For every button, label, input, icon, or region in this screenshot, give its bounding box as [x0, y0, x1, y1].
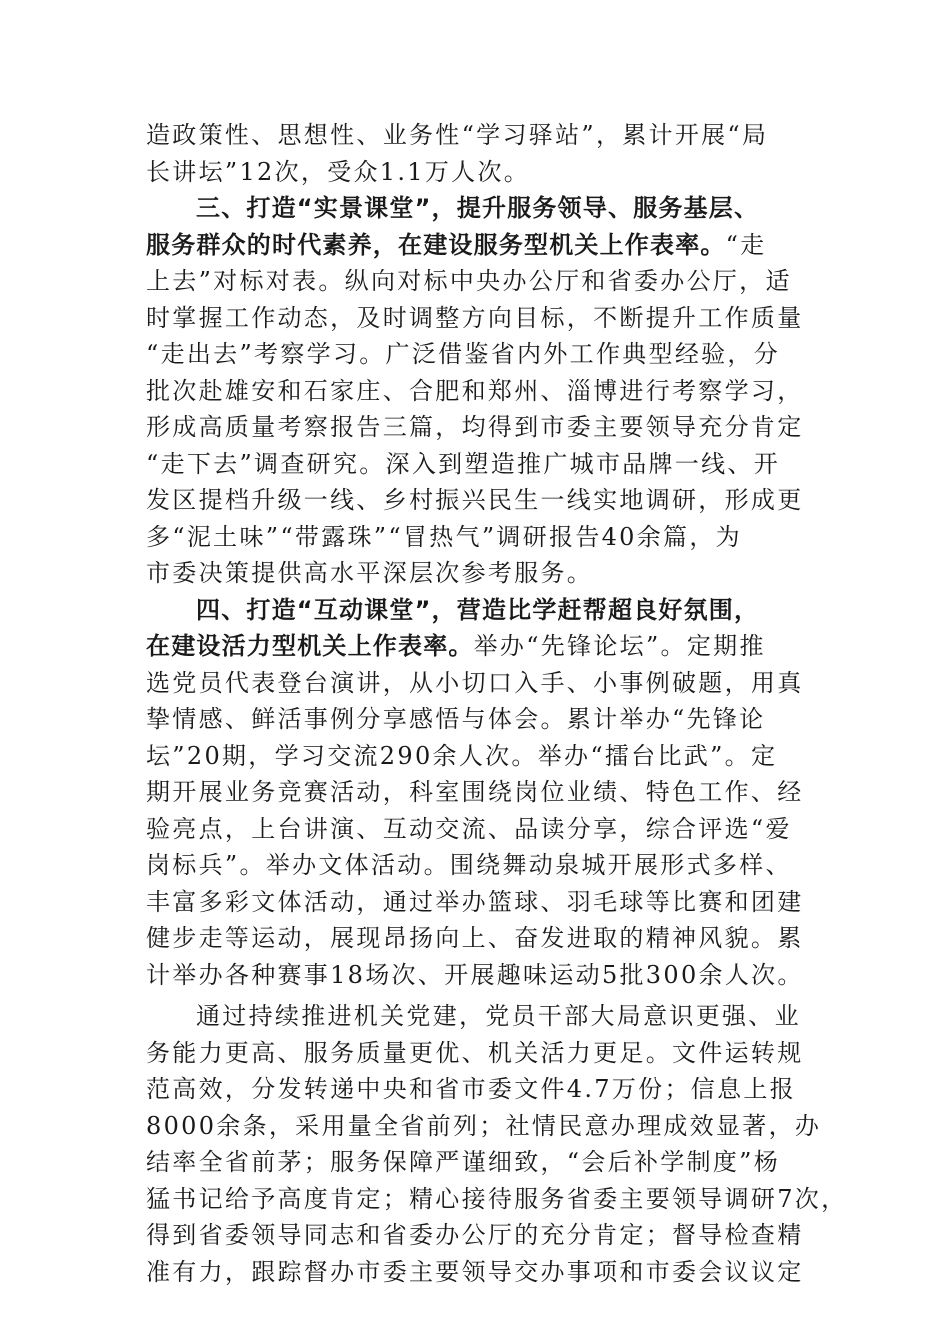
text-line: 得到省委领导同志和省委办公厅的充分肯定；督导检查精 — [146, 1221, 804, 1249]
text-line: 范高效，分发转递中央和省市委文件4.7万份；信息上报 — [146, 1075, 796, 1103]
text-line: 岗标兵”。举办文体活动。围绕舞动泉城开展形式多样、 — [146, 851, 792, 879]
text-line: 准有力，跟踪督办市委主要领导交办事项和市委会议议定 — [146, 1257, 804, 1286]
text-line: 形成高质量考察报告三篇，均得到市委主要领导充分肯定 — [146, 413, 804, 441]
section-heading — [146, 190, 810, 227]
text-line: 多“泥土味”“带露珠”“冒热气”调研报告40余篇，为 — [146, 522, 742, 551]
text-line: 务能力更高、服务质量更优、机关活力更足。文件运转规 — [146, 1038, 804, 1067]
text-line: “走下去”调查研究。深入到塑造推广城市品牌一线、开 — [146, 449, 781, 478]
text-line: 结率全省前茅；服务保障严谨细致，“会后补学制度”杨 — [146, 1148, 781, 1176]
text-line: 批次赴雄安和石家庄、合肥和郑州、淄博进行考察学习， — [146, 376, 804, 405]
body-text: 举办“先锋论坛”。定期推 — [473, 632, 766, 660]
document-body — [146, 117, 848, 1290]
heading-text: 在建设活力型机关上作表率。 — [146, 632, 474, 660]
body-text: “走 — [725, 230, 767, 259]
text-line: 期开展业务竞赛活动，科室围绕岗位业绩、特色工作、经 — [146, 778, 804, 806]
heading-text: 服务群众的时代素养，在建设服务型机关上作表率。 — [146, 230, 726, 259]
text-line: 造政策性、思想性、业务性“学习驿站”，累计开展“局 — [146, 121, 769, 149]
text-line: 坛”20期，学习交流290余人次。举办“擂台比武”。定 — [146, 741, 778, 770]
text-line: 计举办各种赛事18场次、开展趣味运动5批300余人次。 — [146, 960, 804, 989]
text-line: 时掌握工作动态，及时调整方向目标，不断提升工作质量 — [146, 303, 804, 332]
text-line: 长讲坛”12次，受众1.1万人次。 — [146, 157, 531, 186]
text-line: “走出去”考察学习。广泛借鉴省内外工作典型经验，分 — [146, 340, 781, 368]
text-line: 挚情感、鲜活事例分享感悟与体会。累计举办“先锋论 — [146, 705, 766, 733]
section-heading-continued — [146, 628, 810, 665]
heading-text: 四、打造“互动课堂”，营造比学赶帮超良好氛围， — [196, 595, 760, 624]
text-line: 8000余条，采用量全省前列；社情民意办理成效显著，办 — [146, 1111, 822, 1140]
text-line: 验亮点，上台讲演、互动交流、品读分享，综合评选“爱 — [146, 814, 792, 843]
text-line: 选党员代表登台演讲，从小切口入手、小事例破题，用真 — [146, 668, 804, 697]
section-heading-continued — [146, 227, 810, 264]
text-line: 发区提档升级一线、乡村振兴民生一线实地调研，形成更 — [146, 486, 804, 514]
heading-text: 三、打造“实景课堂”，提升服务领导、服务基层、 — [196, 194, 760, 222]
text-line: 猛书记给予高度肯定；精心接待服务省委主要领导调研7次， — [146, 1184, 848, 1213]
text-line: 市委决策提供高水平深层次参考服务。 — [146, 559, 594, 587]
text-line: 健步走等运动，展现昂扬向上、奋发进取的精神风貌。累 — [146, 924, 804, 952]
paragraph-start: 通过持续推进机关党建，党员干部大局意识更强、业 — [196, 1002, 801, 1030]
section-heading — [146, 592, 810, 629]
text-line: 丰富多彩文体活动，通过举办篮球、羽毛球等比赛和团建 — [146, 887, 804, 916]
text-line: 上去”对标对表。纵向对标中央办公厅和省委办公厅，适 — [146, 267, 792, 295]
